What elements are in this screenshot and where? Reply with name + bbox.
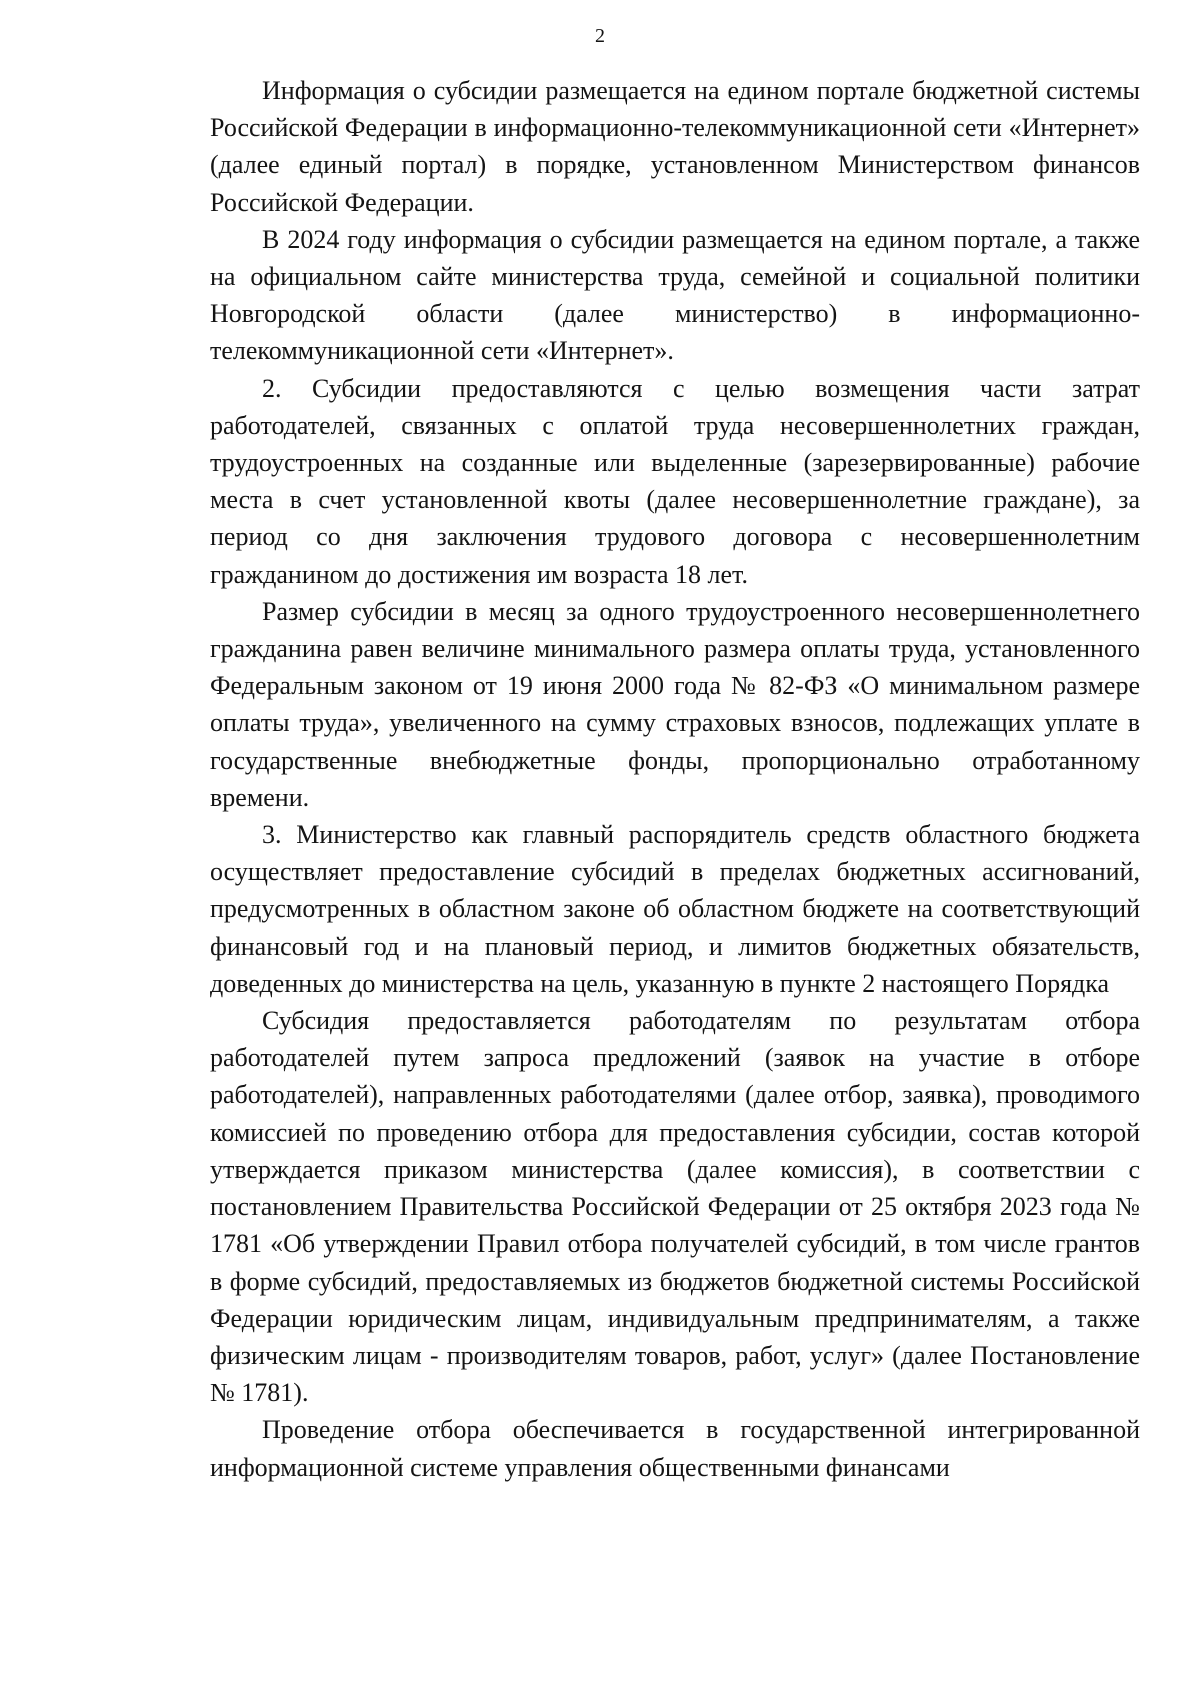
paragraph-portal-info: Информация о субсидии размещается на едином портале бюджетной системы Российской Федерации в информационно-телекоммуникационной сети «Интернет» (далее единый портал) в порядке, установленном Министерством финансов Российской Федерации. [210,76,1140,217]
document-body [210,72,1140,1486]
paragraph-subsidy-amount: Размер субсидии в месяц за одного трудоустроенного несовершеннолетнего гражданина равен величине минимального размера оплаты труда, установленного Федеральным законом от 19 июня 2000 года № 82-ФЗ «О минимальном размере оплаты труда», увеличенного на сумму страховых взносов, подлежащих уплате в государственные внебюджетные фонды, пропорционально отработанному времени. [210,596,1140,812]
paragraph-selection: Субсидия предоставляется работодателям по результатам отбора работодателей путем запроса предложений (заявок на участие в отборе работодателей), направленных работодателями (далее отбор, заявка), проводимого комиссией по проведению отбора для предоставления субсидии, состав которой утверждается приказом министерства (далее комиссия), в соответствии с постановлением Правительства Российской Федерации от 25 октября 2023 года № 1781 «Об утверждении Правил отбора получателей субсидий, в том числе грантов в форме субсидий, предоставляемых из бюджетов бюджетной системы Российской Федерации юридическим лицам, индивидуальным предпринимателям, а также физическим лицам - производителям товаров, работ, услуг» (далее Постановление № 1781). [210,1006,1140,1408]
paragraph-selection-system: Проведение отбора обеспечивается в государственной интегрированной информационной системе управления общественными финансами [210,1415,1140,1482]
paragraph-item-3-ministry: 3. Министерство как главный распорядитель средств областного бюджета осуществляет предоставление субсидий в пределах бюджетных ассигнований, предусмотренных в областном законе об областном бюджете на соответствующий финансовый год и на плановый период, и лимитов бюджетных обязательств, доведенных до министерства на цель, указанную в пункте 2 настоящего Порядка [210,820,1140,998]
paragraph-2024-info: В 2024 году информация о субсидии размещается на едином портале, а также на официальном сайте министерства труда, семейной и социальной политики Новгородской области (далее министерство) в информационно-телекоммуникационной сети «Интернет». [210,224,1140,366]
page-number: 2 [595,25,605,47]
paragraph-item-2-purpose: 2. Субсидии предоставляются с целью возмещения части затрат работодателей, связанных с оплатой труда несовершеннолетних граждан, трудоустроенных на созданные или выделенные (зарезервированные) рабочие места в счет установленной квоты (далее несовершеннолетние граждане), за период со дня заключения трудового договора с несовершеннолетним гражданином до достижения им возраста 18 лет. [210,373,1140,589]
